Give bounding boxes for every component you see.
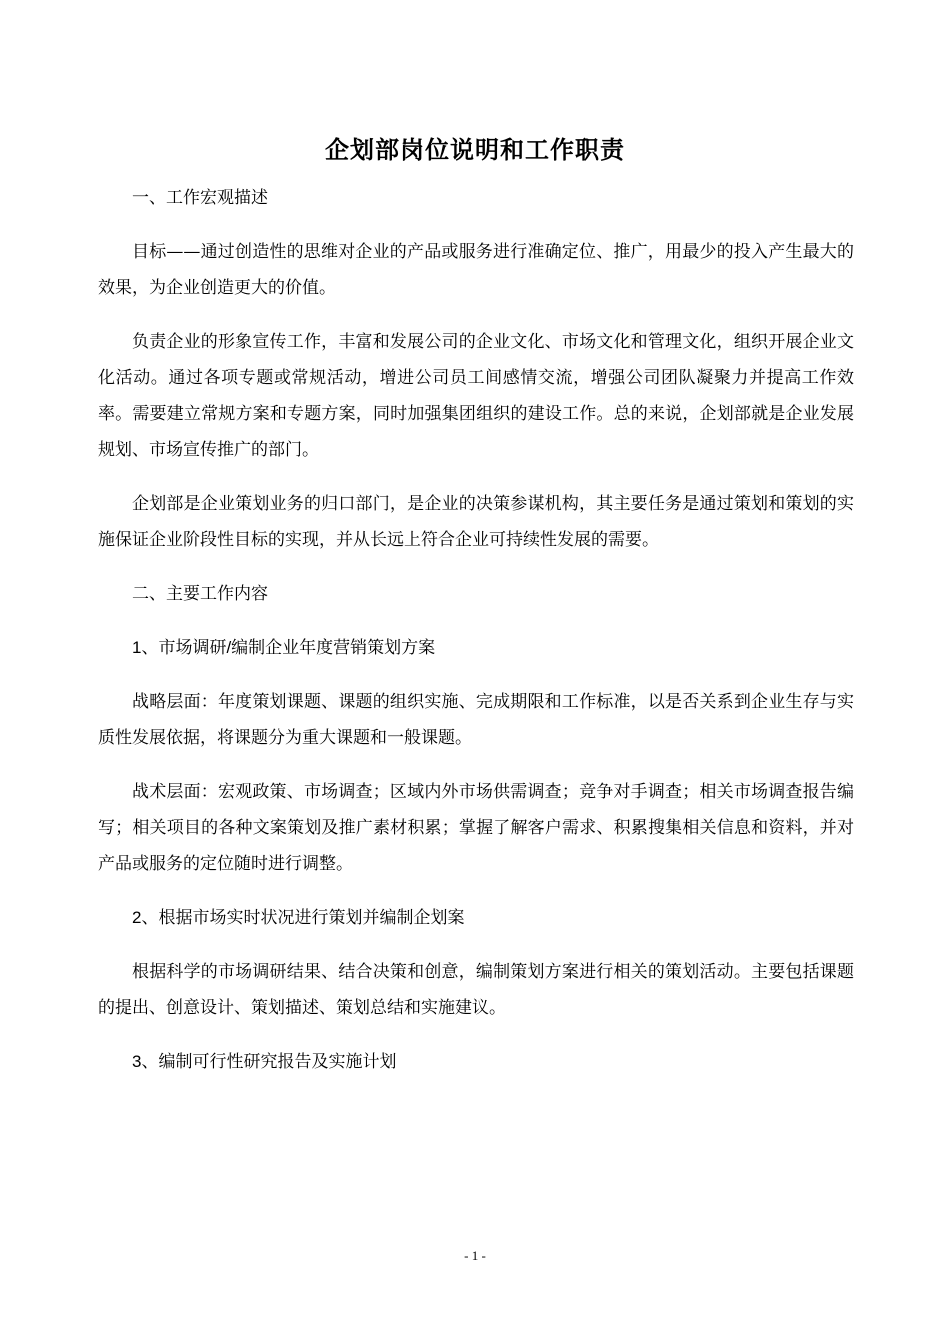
paragraph: 战略层面：年度策划课题、课题的组织实施、完成期限和工作标准，以是否关系到企业生存与实质性发展依据，将课题分为重大课题和一般课题。 [98,692,854,748]
paragraph: 负责企业的形象宣传工作，丰富和发展公司的企业文化、市场文化和管理文化，组织开展企业文化活动。通过各项专题或常规活动，增进公司员工间感情交流，增强公司团队凝聚力并提高工作效率。需要建立常规方案和专题方案，同时加强集团组织的建设工作。总的来说，企划部就是企业发展规划、市场宣传推广的部门。 [98,332,854,460]
numbered-heading: 3、编制可行性研究报告及实施计划 [132,1052,397,1071]
paragraph: 根据科学的市场调研结果、结合决策和创意，编制策划方案进行相关的策划活动。主要包括课题的提出、创意设计、策划描述、策划总结和实施建议。 [98,962,854,1018]
paragraph: 战术层面：宏观政策、市场调查；区域内外市场供需调查；竞争对手调查；相关市场调查报告编写；相关项目的各种文案策划及推广素材积累；掌握了解客户需求、积累搜集相关信息和资料，并对产品或服务的定位随时进行调整。 [98,782,854,874]
section-heading: 一、工作宏观描述 [132,188,268,208]
numbered-heading: 1、市场调研/编制企业年度营销策划方案 [132,638,436,657]
paragraph: 目标——通过创造性的思维对企业的产品或服务进行准确定位、推广，用最少的投入产生最大的效果，为企业创造更大的价值。 [98,242,854,298]
page-title: 企划部岗位说明和工作职责 [325,135,625,164]
numbered-heading: 2、根据市场实时状况进行策划并编制企划案 [132,908,465,927]
section-heading: 二、主要工作内容 [132,584,268,604]
paragraph: 企划部是企业策划业务的归口部门，是企业的决策参谋机构，其主要任务是通过策划和策划的实施保证企业阶段性目标的实现，并从长远上符合企业可持续性发展的需要。 [98,494,854,550]
page-number: - 1 - [464,1248,486,1263]
document-body [98,180,854,1098]
